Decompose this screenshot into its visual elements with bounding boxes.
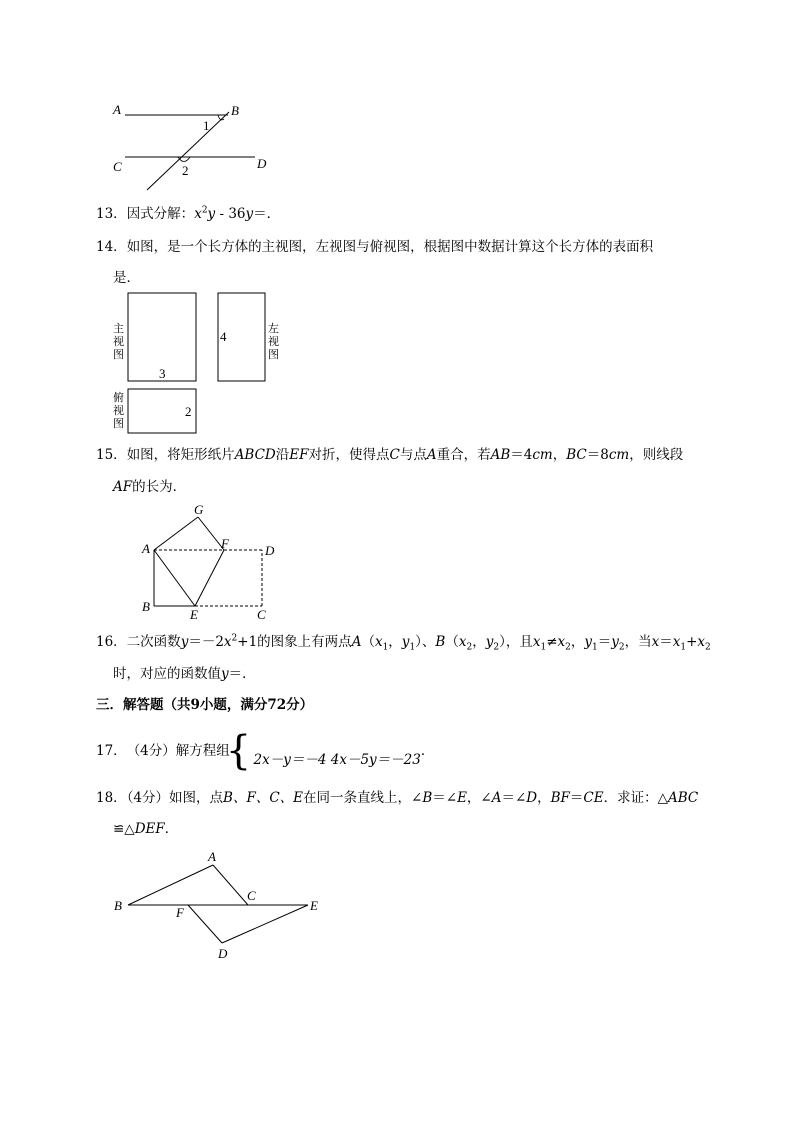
transversal [147,112,229,190]
q18-ce: CE [583,790,604,806]
q16-sub1: 1 [382,642,389,653]
question-13 [96,204,794,226]
front-label-3: 图 [113,348,124,361]
q15-bc: BC [566,447,587,463]
q16-sub2b: 2 [493,642,500,653]
q17-equation-1: 2x－y＝－4 [253,752,327,768]
label-a: A [208,849,216,864]
q13-rest: - 36 [215,206,246,222]
q16-end: ． [242,666,256,682]
q16-cond-y1: y [584,634,592,650]
q15-text-3: 对折，使得点 [308,447,390,463]
question-18 [96,788,794,808]
equation-system [225,728,421,774]
q15-text-9: ，则线段 [629,447,684,463]
left-label-2: 视 [268,335,279,348]
q16-sub1b: 1 [409,642,416,653]
brace-icon: { [225,728,252,774]
q16-text-3: +1的图象上有两点 [237,634,352,650]
q15-abcd: ABCD [234,447,276,463]
q16-xw: x [651,634,660,650]
q15-text-1: 如图，将矩形纸片 [126,447,235,463]
q18-text-8: ．求证：△ [603,790,668,806]
q16-paren-c: （ [445,634,459,650]
label-d: D [218,946,228,961]
label-b: B [114,898,122,913]
label-angle-1: 1 [203,118,210,133]
question-14-cont [113,268,794,290]
q13-exp: 2 [201,205,208,216]
front-label-1: 主 [113,322,124,335]
q18-text-2: 在同一条直线上，∠ [303,790,423,806]
q16-text-4: ，当 [624,634,652,650]
section-3-title: 三．解答题（共9小题，满分72分） [96,697,314,713]
q18-number: 18． [96,790,127,806]
q16-y: y [180,634,189,650]
q15-cm-2: cm [608,447,630,463]
left-label-3: 图 [268,348,279,361]
q15-text-8: ＝8 [586,447,609,463]
q18-def: DEF [134,821,165,837]
q16-neq: ≠ [546,634,558,650]
front-label-2: 视 [113,335,124,348]
label-b: B [142,599,150,614]
question-16-cont [113,664,794,686]
q16-exp: 2 [231,633,238,644]
q18-text-4: ，∠ [466,790,492,806]
top-label-3: 图 [113,417,124,430]
label-d: D [257,156,267,171]
q18-e: E [457,790,467,806]
q17-number: 17． [96,743,127,759]
top-label-1: 俯 [113,391,124,404]
q16-sum-sub2: 2 [705,642,711,653]
q15-text-2: 沿 [275,447,290,463]
q15-ef: EF [289,447,309,463]
parallel-lines-figure [110,100,280,195]
q16-sub2: 2 [466,642,473,653]
three-views-figure [110,290,300,438]
q15-a: A [426,447,437,463]
q16-x2: x [458,634,467,650]
q15-text-10: 的长为 [132,479,173,495]
q16-y1: y [401,634,410,650]
q16-paren-d: ），且 [499,634,533,650]
q16-cond-x1: x [532,634,541,650]
top-label-2: 视 [113,404,124,417]
q17-equation-2: 4x－5y＝－23 [330,752,421,768]
q16-line2a: 时，对应的函数值 [113,666,221,682]
segment-ac [213,865,248,905]
q16-sum-sub1: 1 [680,642,687,653]
label-c: C [113,159,122,174]
label-d: D [265,543,275,558]
q15-text-7: ， [552,447,567,463]
question-15 [96,445,794,465]
question-17 [96,728,794,774]
q18-text-3: ＝∠ [432,790,458,806]
q16-comma: ， [388,634,402,650]
label-f: F [176,905,184,920]
q16-cond-ysub1: 1 [592,642,598,653]
q15-number: 15． [96,447,127,463]
segment-ef [195,550,224,606]
congruent-triangles-figure [110,845,330,963]
label-e: E [190,607,198,622]
label-a: A [113,102,121,117]
question-16 [96,632,794,652]
q16-x1: x [374,634,383,650]
label-a: A [142,541,150,556]
segment-ba [128,865,213,905]
q18-a: A [491,790,502,806]
q18-line2a: ≌△ [113,821,135,837]
q13-number: 13． [96,206,127,222]
top-dim-label: 2 [185,404,192,419]
q18-b: B [422,790,433,806]
q18-text-1: （4分）如图，点 [126,790,224,806]
q13-end: ． [266,206,281,222]
q16-x: x [223,634,232,650]
q18-text-7: ＝ [569,790,584,806]
q18-points: B、F、C、E [223,790,304,806]
q18-abc: ABC [668,790,699,806]
q18-bf: BF [550,790,570,806]
q13-y: y [207,206,216,222]
segment-ag [154,517,198,550]
angle-2-arc [178,157,190,162]
q16-sum-x2: x [697,634,706,650]
label-g: G [194,502,204,517]
folded-rectangle-figure [138,500,283,622]
label-c: C [257,607,266,622]
q13-x: x [194,206,202,222]
q15-af: AF [113,479,133,495]
q16-text-5: ＝ [659,634,673,650]
q16-number: 16． [96,634,127,650]
segment-fd [188,905,222,943]
q14-line2: 是 [113,270,127,286]
q18-text-5: ＝∠ [501,790,527,806]
q15-ab: AB [490,447,511,463]
q16-cond-y2: y [611,634,619,650]
q15-text-4: 与点 [399,447,427,463]
q16-cond-sub1: 1 [540,642,547,653]
q16-text-2: ＝－2 [188,634,224,650]
question-18-cont [113,819,794,839]
q16-text-1: 二次函数 [126,634,181,650]
q16-point-b: B [435,634,446,650]
left-dim-label: 4 [220,329,227,344]
q16-point-a: A [351,634,362,650]
front-dim-label: 3 [159,366,166,381]
question-15-cont [113,477,794,499]
segment-ae [154,550,195,606]
question-14 [96,237,794,257]
q18-text-6: ， [537,790,551,806]
q17-end: ． [420,743,435,759]
q18-d: D [526,790,538,806]
q16-plus: + [686,634,698,650]
q13-eq: ＝ [253,206,267,222]
segment-de [222,905,308,943]
q16-sum-x1: x [672,634,681,650]
q18-end: ． [164,821,179,837]
q16-yv: y [221,666,229,682]
label-angle-2: 2 [182,163,189,178]
q14-line1: 如图，是一个长方体的主视图，左视图与俯视图，根据图中数据计算这个长方体的表面积 [126,239,654,255]
q14-number: 14． [96,239,127,255]
label-b: B [231,103,239,118]
q16-cond-ysub2: 2 [618,642,625,653]
q16-eq: ＝ [597,634,612,650]
q15-c: C [389,447,400,463]
left-label-1: 左 [268,322,279,335]
label-c: C [247,888,256,903]
q13-y2: y [245,206,254,222]
q13-text: 因式分解： [126,206,195,222]
q15-text-6: ＝4 [510,447,533,463]
q16-cond-x2: x [557,634,566,650]
q15-end: ． [172,479,187,495]
q16-comma-3: ， [570,634,585,650]
q15-cm-1: cm [532,447,553,463]
q16-cond-sub2: 2 [565,642,571,653]
q17-text: （4分）解方程组 [126,743,230,759]
q16-paren-a: （ [361,634,375,650]
q16-line2b: ＝ [228,666,243,682]
q16-y2: y [485,634,494,650]
label-f: F [221,536,229,551]
q16-paren-b: ）、 [415,634,436,650]
label-e: E [310,898,318,913]
q14-end: ． [126,270,140,286]
q15-text-5: 重合，若 [436,447,491,463]
q16-comma-2: ， [472,634,486,650]
